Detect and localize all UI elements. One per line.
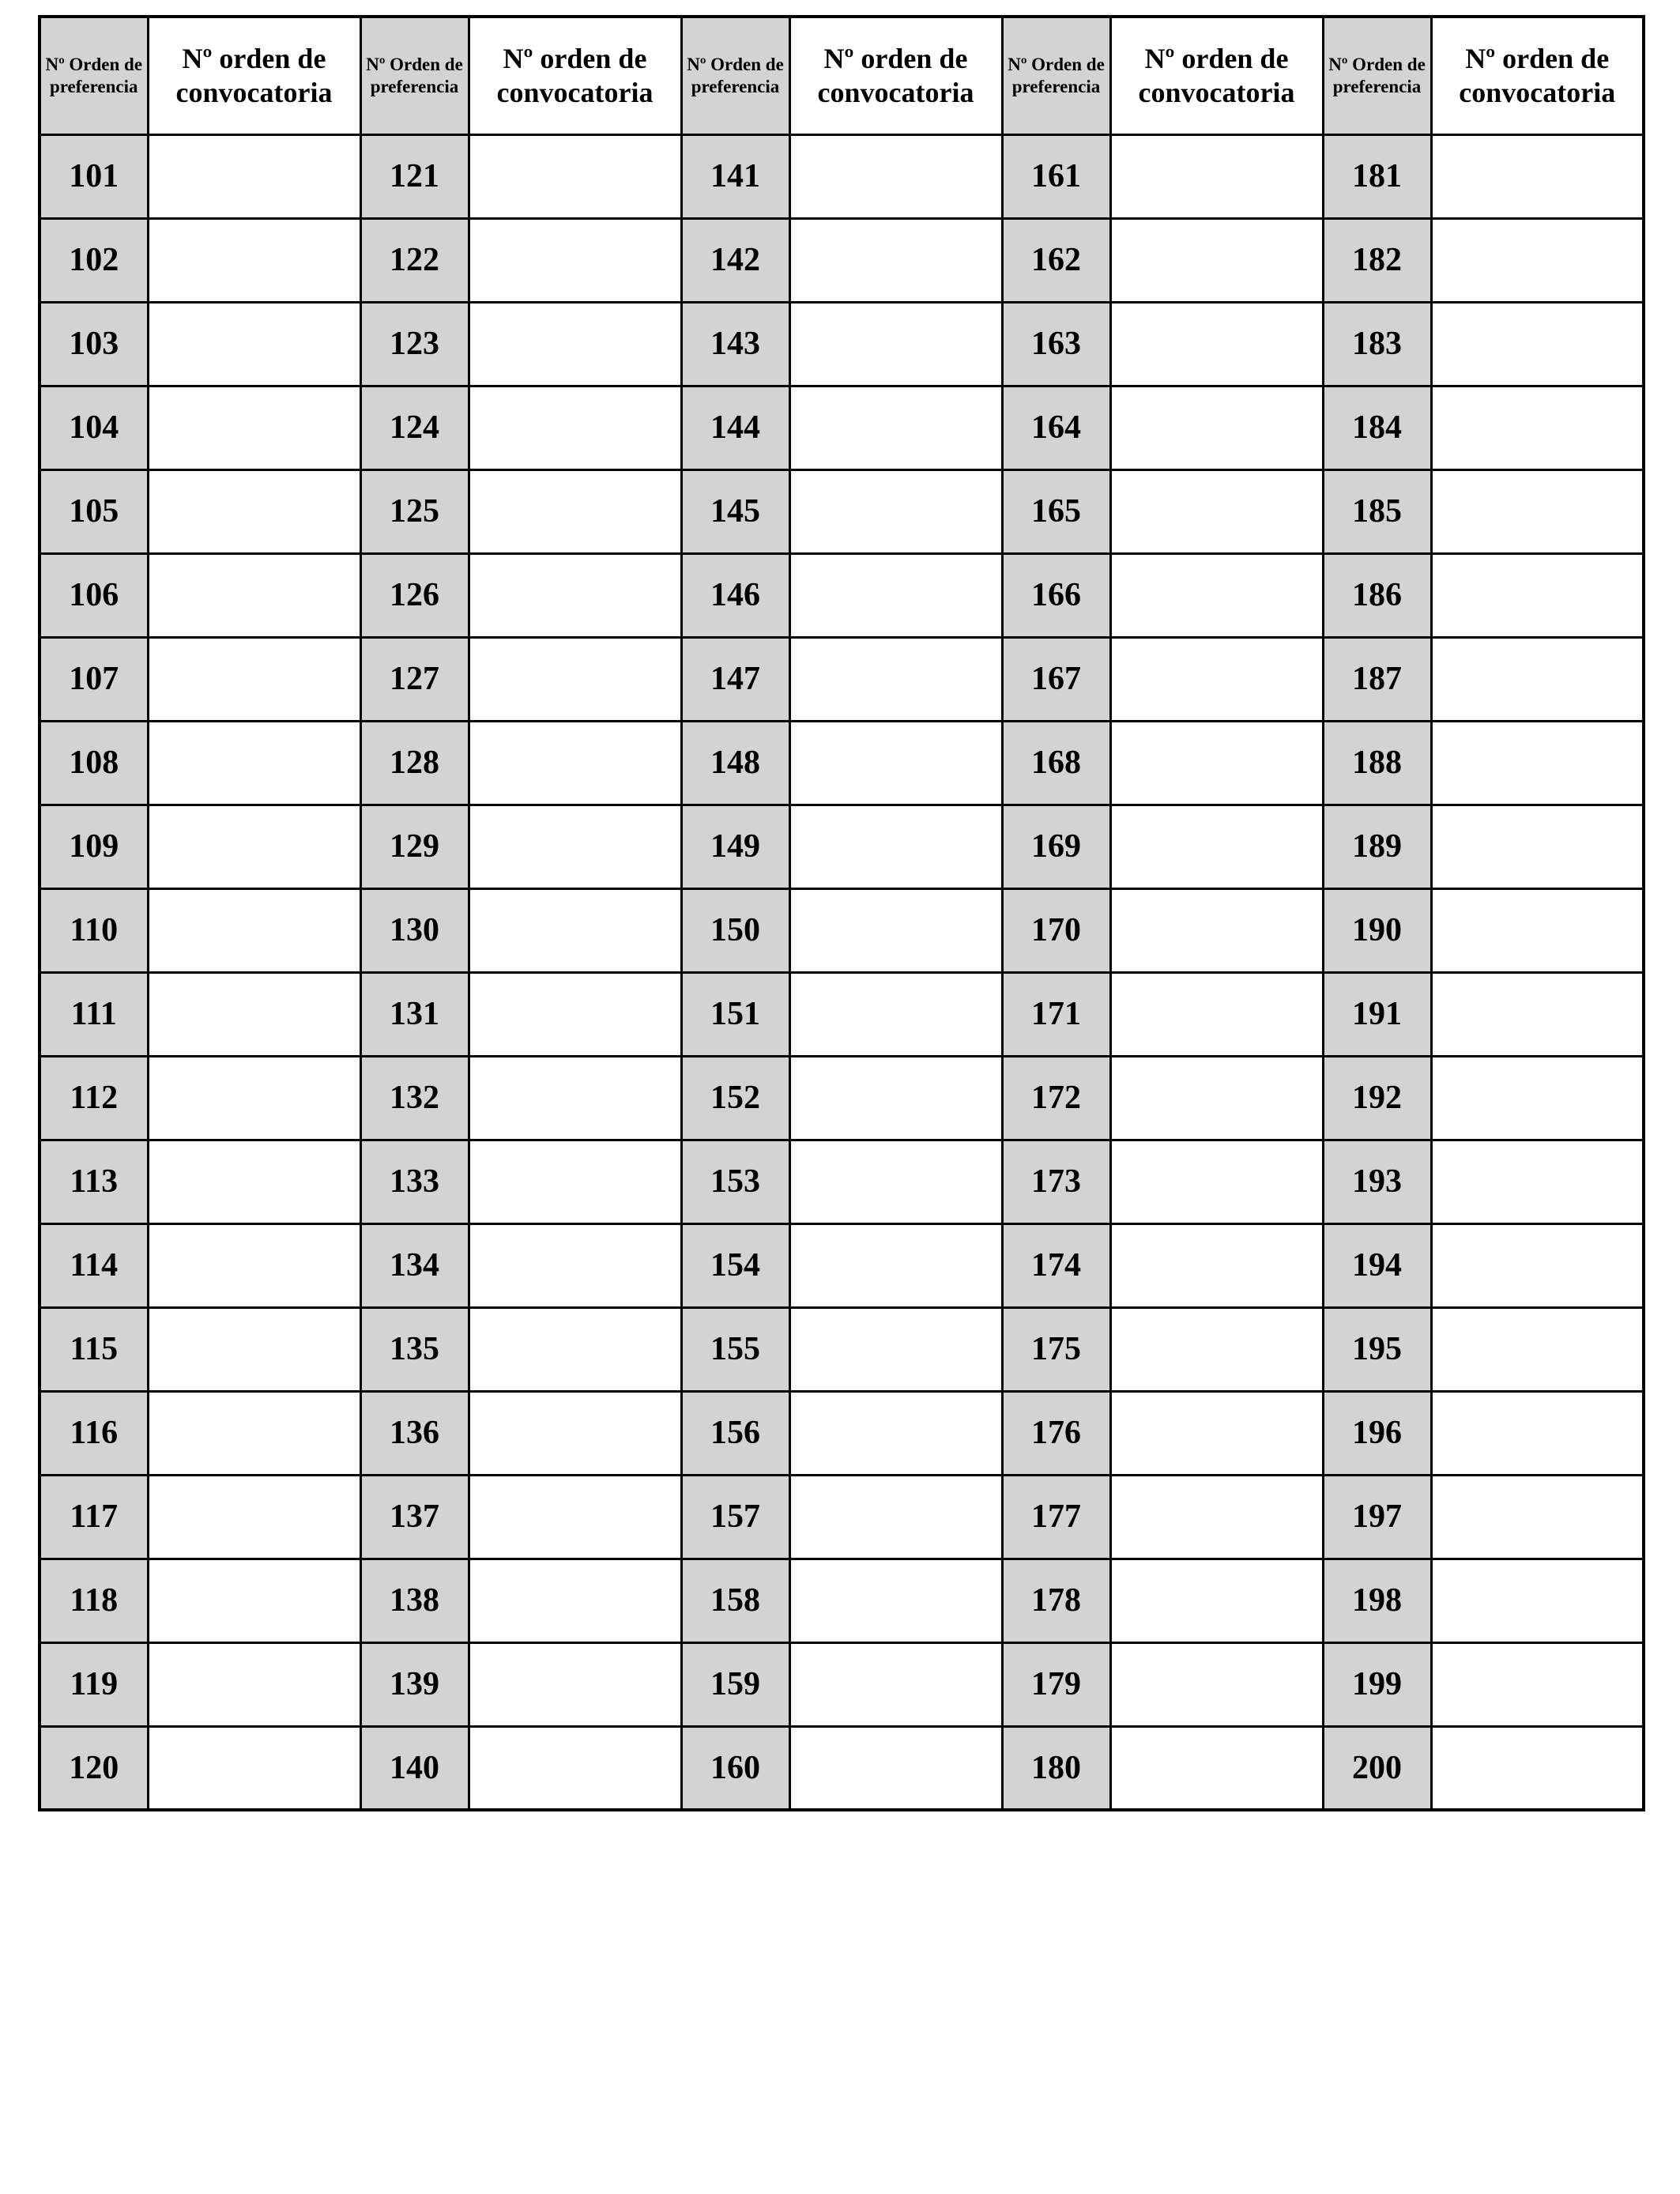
convocatoria-entry-cell[interactable] [789, 218, 1002, 302]
preference-number-cell: 121 [360, 134, 469, 218]
preference-order-table [38, 15, 1645, 1811]
table-row [40, 972, 1644, 1056]
preference-number-cell: 175 [1002, 1307, 1110, 1391]
preference-number-cell: 147 [681, 637, 789, 721]
preference-number-cell: 172 [1002, 1056, 1110, 1140]
convocatoria-entry-cell[interactable] [789, 553, 1002, 637]
preference-number-cell: 127 [360, 637, 469, 721]
preference-number-cell: 152 [681, 1056, 789, 1140]
preference-number-cell: 107 [40, 637, 148, 721]
header-orden-convocatoria: Nº orden de convocatoria [1110, 17, 1323, 134]
table-row [40, 302, 1644, 386]
header-orden-preferencia: Nº Orden de preferencia [1323, 17, 1431, 134]
convocatoria-entry-cell[interactable] [1110, 1559, 1323, 1642]
convocatoria-entry-cell[interactable] [789, 805, 1002, 888]
convocatoria-entry-cell[interactable] [1110, 469, 1323, 553]
preference-number-cell: 176 [1002, 1391, 1110, 1475]
preference-number-cell: 140 [360, 1726, 469, 1810]
preference-number-cell: 145 [681, 469, 789, 553]
convocatoria-entry-cell[interactable] [148, 469, 360, 553]
preference-number-cell: 128 [360, 721, 469, 805]
header-orden-convocatoria: Nº orden de convocatoria [148, 17, 360, 134]
preference-number-cell: 191 [1323, 972, 1431, 1056]
convocatoria-entry-cell[interactable] [1431, 721, 1644, 805]
table-row [40, 218, 1644, 302]
table-row [40, 888, 1644, 972]
convocatoria-entry-cell[interactable] [789, 1391, 1002, 1475]
preference-number-cell: 146 [681, 553, 789, 637]
convocatoria-entry-cell[interactable] [1431, 218, 1644, 302]
table-row [40, 1642, 1644, 1726]
preference-number-cell: 150 [681, 888, 789, 972]
preference-number-cell: 122 [360, 218, 469, 302]
preference-number-cell: 135 [360, 1307, 469, 1391]
convocatoria-entry-cell[interactable] [148, 1307, 360, 1391]
convocatoria-entry-cell[interactable] [148, 1223, 360, 1307]
convocatoria-entry-cell[interactable] [469, 637, 681, 721]
convocatoria-entry-cell[interactable] [1110, 1056, 1323, 1140]
convocatoria-entry-cell[interactable] [148, 1140, 360, 1223]
convocatoria-entry-cell[interactable] [469, 218, 681, 302]
header-orden-preferencia: Nº Orden de preferencia [40, 17, 148, 134]
convocatoria-entry-cell[interactable] [148, 972, 360, 1056]
convocatoria-entry-cell[interactable] [148, 888, 360, 972]
preference-number-cell: 102 [40, 218, 148, 302]
preference-number-cell: 184 [1323, 386, 1431, 469]
convocatoria-entry-cell[interactable] [1431, 469, 1644, 553]
convocatoria-entry-cell[interactable] [148, 1391, 360, 1475]
convocatoria-entry-cell[interactable] [789, 1726, 1002, 1810]
convocatoria-entry-cell[interactable] [1110, 386, 1323, 469]
convocatoria-entry-cell[interactable] [469, 972, 681, 1056]
table-row [40, 721, 1644, 805]
preference-number-cell: 136 [360, 1391, 469, 1475]
convocatoria-entry-cell[interactable] [148, 1559, 360, 1642]
table-row [40, 637, 1644, 721]
convocatoria-entry-cell[interactable] [789, 469, 1002, 553]
preference-number-cell: 156 [681, 1391, 789, 1475]
preference-number-cell: 197 [1323, 1475, 1431, 1559]
convocatoria-entry-cell[interactable] [148, 637, 360, 721]
preference-number-cell: 194 [1323, 1223, 1431, 1307]
convocatoria-entry-cell[interactable] [789, 637, 1002, 721]
preference-number-cell: 131 [360, 972, 469, 1056]
convocatoria-entry-cell[interactable] [469, 1642, 681, 1726]
header-orden-convocatoria: Nº orden de convocatoria [789, 17, 1002, 134]
preference-number-cell: 169 [1002, 805, 1110, 888]
table-row [40, 553, 1644, 637]
convocatoria-entry-cell[interactable] [1110, 721, 1323, 805]
convocatoria-entry-cell[interactable] [469, 805, 681, 888]
preference-number-cell: 183 [1323, 302, 1431, 386]
convocatoria-entry-cell[interactable] [469, 134, 681, 218]
preference-number-cell: 125 [360, 469, 469, 553]
preference-number-cell: 115 [40, 1307, 148, 1391]
convocatoria-entry-cell[interactable] [1110, 134, 1323, 218]
convocatoria-entry-cell[interactable] [469, 1726, 681, 1810]
preference-number-cell: 142 [681, 218, 789, 302]
convocatoria-entry-cell[interactable] [469, 721, 681, 805]
preference-number-cell: 168 [1002, 721, 1110, 805]
preference-number-cell: 114 [40, 1223, 148, 1307]
convocatoria-entry-cell[interactable] [469, 1140, 681, 1223]
table-row [40, 1223, 1644, 1307]
preference-number-cell: 148 [681, 721, 789, 805]
preference-number-cell: 162 [1002, 218, 1110, 302]
preference-number-cell: 161 [1002, 134, 1110, 218]
preference-number-cell: 158 [681, 1559, 789, 1642]
preference-number-cell: 111 [40, 972, 148, 1056]
table-row [40, 134, 1644, 218]
convocatoria-entry-cell[interactable] [1110, 1475, 1323, 1559]
preference-number-cell: 141 [681, 134, 789, 218]
preference-number-cell: 118 [40, 1559, 148, 1642]
preference-number-cell: 154 [681, 1223, 789, 1307]
preference-number-cell: 153 [681, 1140, 789, 1223]
preference-number-cell: 105 [40, 469, 148, 553]
preference-number-cell: 180 [1002, 1726, 1110, 1810]
convocatoria-entry-cell[interactable] [789, 1223, 1002, 1307]
convocatoria-entry-cell[interactable] [1110, 1223, 1323, 1307]
preference-number-cell: 134 [360, 1223, 469, 1307]
preference-number-cell: 181 [1323, 134, 1431, 218]
convocatoria-entry-cell[interactable] [789, 972, 1002, 1056]
preference-number-cell: 104 [40, 386, 148, 469]
preference-number-cell: 186 [1323, 553, 1431, 637]
preference-number-cell: 188 [1323, 721, 1431, 805]
preference-number-cell: 166 [1002, 553, 1110, 637]
preference-number-cell: 192 [1323, 1056, 1431, 1140]
preference-number-cell: 155 [681, 1307, 789, 1391]
convocatoria-entry-cell[interactable] [1110, 302, 1323, 386]
convocatoria-entry-cell[interactable] [1110, 1726, 1323, 1810]
convocatoria-entry-cell[interactable] [148, 218, 360, 302]
convocatoria-entry-cell[interactable] [1431, 972, 1644, 1056]
preference-number-cell: 112 [40, 1056, 148, 1140]
convocatoria-entry-cell[interactable] [148, 1726, 360, 1810]
preference-number-cell: 179 [1002, 1642, 1110, 1726]
convocatoria-entry-cell[interactable] [469, 386, 681, 469]
preference-number-cell: 119 [40, 1642, 148, 1726]
preference-number-cell: 101 [40, 134, 148, 218]
convocatoria-entry-cell[interactable] [1431, 1223, 1644, 1307]
convocatoria-entry-cell[interactable] [1110, 553, 1323, 637]
header-orden-preferencia: Nº Orden de preferencia [1002, 17, 1110, 134]
table-row [40, 805, 1644, 888]
convocatoria-entry-cell[interactable] [789, 1642, 1002, 1726]
preference-number-cell: 139 [360, 1642, 469, 1726]
preference-number-cell: 117 [40, 1475, 148, 1559]
table-row [40, 1307, 1644, 1391]
convocatoria-entry-cell[interactable] [1110, 637, 1323, 721]
preference-number-cell: 187 [1323, 637, 1431, 721]
preference-number-cell: 165 [1002, 469, 1110, 553]
preference-number-cell: 189 [1323, 805, 1431, 888]
convocatoria-entry-cell[interactable] [1110, 972, 1323, 1056]
convocatoria-entry-cell[interactable] [1431, 1642, 1644, 1726]
header-orden-preferencia: Nº Orden de preferencia [681, 17, 789, 134]
header-orden-preferencia: Nº Orden de preferencia [360, 17, 469, 134]
header-orden-convocatoria: Nº orden de convocatoria [469, 17, 681, 134]
table-row [40, 1391, 1644, 1475]
convocatoria-entry-cell[interactable] [1110, 218, 1323, 302]
convocatoria-entry-cell[interactable] [148, 1642, 360, 1726]
preference-number-cell: 151 [681, 972, 789, 1056]
preference-number-cell: 110 [40, 888, 148, 972]
table-header-row [40, 17, 1644, 134]
convocatoria-entry-cell[interactable] [1110, 1642, 1323, 1726]
convocatoria-entry-cell[interactable] [469, 1391, 681, 1475]
table-row [40, 386, 1644, 469]
table-row [40, 1475, 1644, 1559]
convocatoria-entry-cell[interactable] [789, 888, 1002, 972]
convocatoria-entry-cell[interactable] [1431, 1056, 1644, 1140]
preference-number-cell: 178 [1002, 1559, 1110, 1642]
preference-number-cell: 190 [1323, 888, 1431, 972]
convocatoria-entry-cell[interactable] [1431, 1140, 1644, 1223]
preference-number-cell: 167 [1002, 637, 1110, 721]
convocatoria-entry-cell[interactable] [1431, 553, 1644, 637]
convocatoria-entry-cell[interactable] [789, 1140, 1002, 1223]
preference-number-cell: 170 [1002, 888, 1110, 972]
preference-number-cell: 173 [1002, 1140, 1110, 1223]
convocatoria-entry-cell[interactable] [789, 1559, 1002, 1642]
convocatoria-entry-cell[interactable] [1431, 386, 1644, 469]
preference-number-cell: 199 [1323, 1642, 1431, 1726]
preference-number-cell: 143 [681, 302, 789, 386]
preference-number-cell: 103 [40, 302, 148, 386]
table-row [40, 1726, 1644, 1810]
convocatoria-entry-cell[interactable] [469, 469, 681, 553]
convocatoria-entry-cell[interactable] [1431, 1307, 1644, 1391]
convocatoria-entry-cell[interactable] [1431, 1475, 1644, 1559]
table-row [40, 1559, 1644, 1642]
convocatoria-entry-cell[interactable] [789, 721, 1002, 805]
preference-number-cell: 126 [360, 553, 469, 637]
convocatoria-entry-cell[interactable] [148, 386, 360, 469]
table-row [40, 469, 1644, 553]
convocatoria-entry-cell[interactable] [1431, 1559, 1644, 1642]
preference-number-cell: 133 [360, 1140, 469, 1223]
convocatoria-entry-cell[interactable] [148, 1475, 360, 1559]
preference-number-cell: 200 [1323, 1726, 1431, 1810]
preference-number-cell: 124 [360, 386, 469, 469]
preference-number-cell: 116 [40, 1391, 148, 1475]
preference-number-cell: 149 [681, 805, 789, 888]
convocatoria-entry-cell[interactable] [1431, 302, 1644, 386]
convocatoria-entry-cell[interactable] [148, 1056, 360, 1140]
preference-number-cell: 137 [360, 1475, 469, 1559]
preference-number-cell: 177 [1002, 1475, 1110, 1559]
preference-number-cell: 160 [681, 1726, 789, 1810]
table-row [40, 1056, 1644, 1140]
convocatoria-entry-cell[interactable] [1110, 1307, 1323, 1391]
convocatoria-entry-cell[interactable] [148, 302, 360, 386]
convocatoria-entry-cell[interactable] [789, 1475, 1002, 1559]
convocatoria-entry-cell[interactable] [789, 386, 1002, 469]
preference-number-cell: 198 [1323, 1559, 1431, 1642]
preference-number-cell: 108 [40, 721, 148, 805]
preference-number-cell: 144 [681, 386, 789, 469]
convocatoria-entry-cell[interactable] [789, 1056, 1002, 1140]
preference-number-cell: 195 [1323, 1307, 1431, 1391]
preference-number-cell: 163 [1002, 302, 1110, 386]
preference-number-cell: 113 [40, 1140, 148, 1223]
preference-number-cell: 132 [360, 1056, 469, 1140]
convocatoria-entry-cell[interactable] [789, 302, 1002, 386]
preference-number-cell: 196 [1323, 1391, 1431, 1475]
preference-number-cell: 159 [681, 1642, 789, 1726]
preference-number-cell: 120 [40, 1726, 148, 1810]
convocatoria-entry-cell[interactable] [469, 1056, 681, 1140]
header-orden-convocatoria: Nº orden de convocatoria [1431, 17, 1644, 134]
convocatoria-entry-cell[interactable] [469, 1475, 681, 1559]
preference-number-cell: 164 [1002, 386, 1110, 469]
preference-number-cell: 130 [360, 888, 469, 972]
convocatoria-entry-cell[interactable] [1431, 134, 1644, 218]
preference-number-cell: 171 [1002, 972, 1110, 1056]
preference-number-cell: 129 [360, 805, 469, 888]
table-row [40, 1140, 1644, 1223]
convocatoria-entry-cell[interactable] [148, 805, 360, 888]
convocatoria-entry-cell[interactable] [469, 1559, 681, 1642]
convocatoria-entry-cell[interactable] [148, 134, 360, 218]
table-body [40, 134, 1644, 1810]
preference-number-cell: 174 [1002, 1223, 1110, 1307]
preference-number-cell: 106 [40, 553, 148, 637]
convocatoria-entry-cell[interactable] [1431, 805, 1644, 888]
convocatoria-entry-cell[interactable] [789, 1307, 1002, 1391]
convocatoria-entry-cell[interactable] [1110, 1140, 1323, 1223]
convocatoria-entry-cell[interactable] [469, 553, 681, 637]
preference-number-cell: 157 [681, 1475, 789, 1559]
convocatoria-entry-cell[interactable] [469, 1223, 681, 1307]
preference-number-cell: 182 [1323, 218, 1431, 302]
preference-number-cell: 185 [1323, 469, 1431, 553]
convocatoria-entry-cell[interactable] [148, 721, 360, 805]
convocatoria-entry-cell[interactable] [1431, 888, 1644, 972]
convocatoria-entry-cell[interactable] [469, 302, 681, 386]
convocatoria-entry-cell[interactable] [1110, 1391, 1323, 1475]
convocatoria-entry-cell[interactable] [1431, 1726, 1644, 1810]
preference-number-cell: 138 [360, 1559, 469, 1642]
convocatoria-entry-cell[interactable] [1431, 1391, 1644, 1475]
convocatoria-entry-cell[interactable] [469, 1307, 681, 1391]
preference-number-cell: 123 [360, 302, 469, 386]
convocatoria-entry-cell[interactable] [1431, 637, 1644, 721]
convocatoria-entry-cell[interactable] [148, 553, 360, 637]
preference-number-cell: 193 [1323, 1140, 1431, 1223]
convocatoria-entry-cell[interactable] [789, 134, 1002, 218]
preference-number-cell: 109 [40, 805, 148, 888]
convocatoria-entry-cell[interactable] [1110, 888, 1323, 972]
convocatoria-entry-cell[interactable] [1110, 805, 1323, 888]
convocatoria-entry-cell[interactable] [469, 888, 681, 972]
